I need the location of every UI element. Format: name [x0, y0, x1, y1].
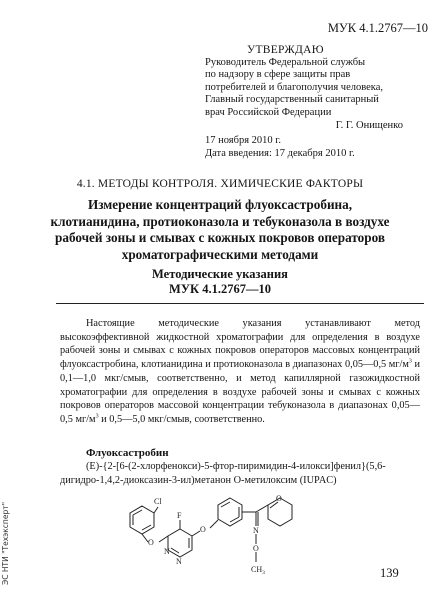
- body-text-part: Настоящие методические указания устанавливают метод высокоэффективной жидкостной хроматографии для определения в воздухе рабочей зоны и смывах с кожных покровов операторов массовых концентраций флуоксастробина, клотианидина и протиоконазола в диапазонах 0,05—0,5 мг/м: [60, 318, 420, 371]
- atom-label: O: [148, 538, 154, 547]
- guide-heading: [0, 267, 440, 297]
- body-text: [60, 317, 420, 427]
- side-stamp: [1, 493, 15, 593]
- atom-label: N: [176, 557, 182, 566]
- chemical-structure: [110, 492, 370, 592]
- approval-block: [205, 44, 405, 160]
- pyrimidine-ring: [168, 529, 192, 557]
- horizontal-rule: [56, 303, 424, 304]
- document-code: МУК 4.1.2767—10: [327, 21, 428, 35]
- title-line: клотианидина, протиоконазола и тебуконазола в воздухе: [50, 213, 390, 229]
- compound-title: Флуоксастробин: [86, 447, 169, 459]
- atom-label: N: [253, 526, 259, 535]
- atom-label: F: [177, 511, 182, 520]
- atom-label: O: [253, 544, 259, 553]
- body-text-part: и 0,5—5,0 мкг/смыв, соответственно.: [98, 413, 265, 425]
- guide-code: МУК 4.1.2767—10: [169, 282, 271, 296]
- approval-line: потребителей и благополучия человека,: [205, 81, 384, 93]
- approval-line: врач Российской Федерации: [205, 106, 332, 118]
- approval-line: по надзору в сфере защиты прав: [205, 69, 351, 81]
- guide-label: Методические указания: [152, 267, 288, 281]
- title-line: хроматографическими методами: [121, 246, 319, 262]
- section-heading: 4.1. МЕТОДЫ КОНТРОЛЯ. ХИМИЧЕСКИЕ ФАКТОРЫ: [76, 178, 364, 190]
- superscript: 3: [95, 413, 99, 420]
- document-title: [30, 197, 410, 263]
- title-line: рабочей зоны и смывах с кожных покровов операторов: [55, 230, 385, 245]
- atom-label-sub: 3: [262, 570, 265, 576]
- atom-label: O: [200, 525, 206, 534]
- title-line: Измерение концентраций флуоксастробина,: [87, 197, 353, 212]
- atom-label: O: [276, 494, 282, 503]
- page-number: 139: [380, 566, 399, 580]
- approval-heading: УТВЕРЖДАЮ: [247, 44, 324, 56]
- atom-label-main: CH: [251, 565, 263, 574]
- atom-label: N: [164, 547, 170, 556]
- atom-label: Cl: [154, 497, 162, 506]
- body-paragraph: [60, 317, 420, 427]
- approval-date-effective: Дата введения: 17 декабря 2010 г.: [205, 147, 355, 159]
- approval-signer: Г. Г. Онищенко: [335, 119, 403, 131]
- side-stamp-text: ЭС НТИ "Техэксперт": [1, 501, 10, 585]
- superscript: 3: [408, 358, 412, 365]
- approval-line: Главный государственный санитарный: [205, 94, 379, 106]
- approval-line: Руководитель Федеральной службы: [205, 56, 366, 68]
- compound-iupac-name: (E)-{2-[6-(2-хлорфенокси)-5-фтор-пиримидин-4-илокси]фенил}(5,6-дигидро-1,4,2-диоксазин-3-ил)метанон О-метилоксим (IUPAC): [60, 461, 386, 486]
- body-text-part: и 0,1—1,0 мкг/смыв, соответственно, и метод капиллярной газожидкостной хроматографии для определения в воздухе рабочей зоны и смывах с кожных покровов операторов массовой концентрации тебуконазола в диапазонах 0,05—0,5 мг/м: [60, 359, 421, 425]
- atom-label: [251, 565, 265, 576]
- approval-date-signed: 17 ноября 2010 г.: [205, 135, 282, 147]
